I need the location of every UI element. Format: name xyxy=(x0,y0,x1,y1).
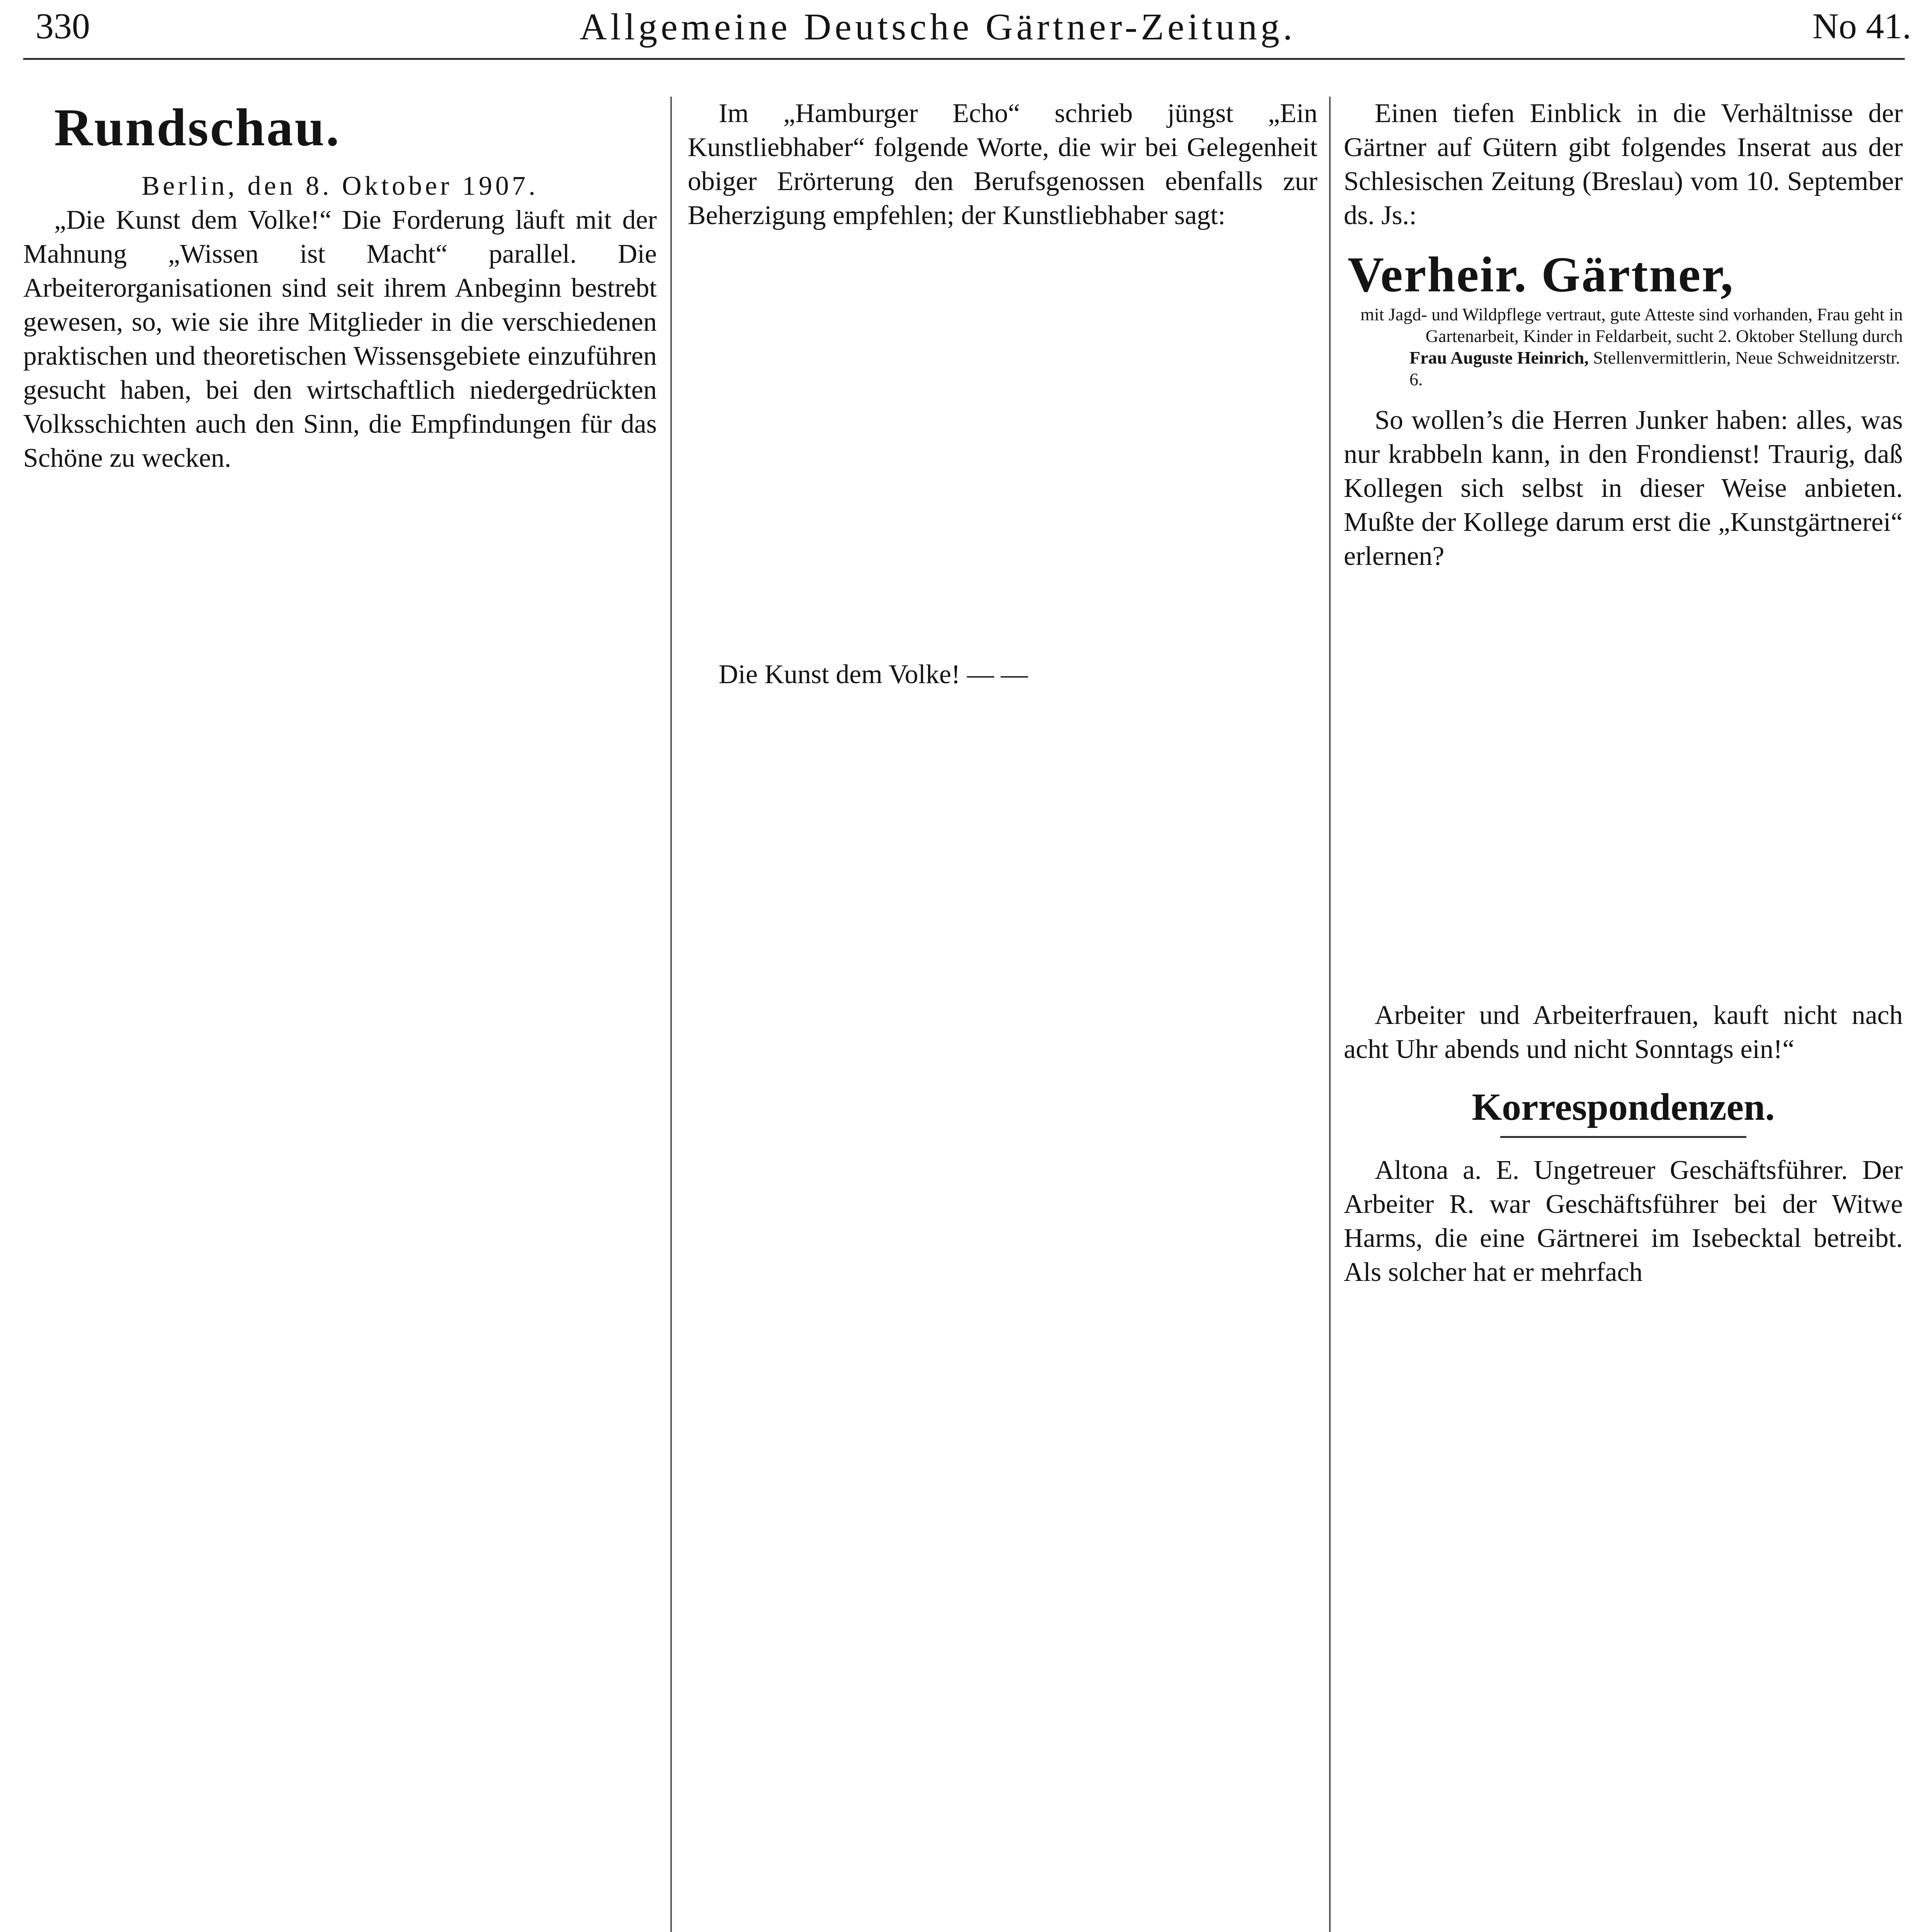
paragraph: „Die Kunst dem Volke!“ Die Forderung läuft mit der Mahnung „Wissen ist Macht“ parallel. Die Arbeiterorganisationen sind seit ihrem Anbeginn bestrebt gewesen, so, wie sie ihre Mitglieder in die verschiedenen praktischen und theoretischen Wissensgebiete einzuführen gesucht haben, bei den wirtschaftlich niedergedrückten Volksschichten auch den Sinn, die Empfindungen für das Schöne zu wecken. xyxy=(23,205,657,473)
section-heading: Korrespondenzen. xyxy=(1472,1085,1775,1128)
column-divider xyxy=(670,97,672,1932)
ad-agent xyxy=(1409,347,1903,390)
dateline: Berlin, den 8. Oktober 1907. xyxy=(141,171,539,201)
paragraph: Im „Hamburger Echo“ schrieb jüngst „Ein Kunstliebhaber“ folgende Worte, die wir bei Gelegenheit obiger Erörterung den Berufsgenossen ebenfalls zur Beherzigung empfehlen; der Kunstliebhaber sagt: xyxy=(688,99,1317,230)
paragraph: Die Kunst dem Volke! — — xyxy=(719,660,1028,689)
job-advertisement xyxy=(1348,246,1903,390)
section-heading-rule xyxy=(1500,1136,1746,1138)
newspaper-title: Allgemeine Deutsche Gärtner-Zeitung. xyxy=(580,6,1296,48)
ad-agent-name: Frau Auguste Heinrich, xyxy=(1409,348,1589,367)
paragraph: So wollen’s die Herren Junker haben: alles, was nur krabbeln kann, in den Frondienst! Traurig, daß Kollegen sich selbst in dieser Weise anbieten. Mußte der Kollege darum erst die „Kunstgärtnerei“ erlernen? xyxy=(1344,405,1903,571)
column-divider xyxy=(1329,97,1331,1932)
paragraph: Altona a. E. Ungetreuer Geschäftsführer. Der Arbeiter R. war Geschäftsführer bei der Witwe Harms, die eine Gärtnerei im Isebecktal betreibt. Als solcher hat er mehrfach xyxy=(1344,1155,1903,1287)
column-3 xyxy=(1344,97,1903,1289)
ad-body: mit Jagd- und Wildpflege vertraut, gute Atteste sind vorhanden, Frau geht in Gartenarbeit, Kinder in Feldarbeit, sucht 2. Oktober Stellung durch xyxy=(1360,304,1903,346)
header-rule xyxy=(23,58,1905,60)
issue-number: No 41. xyxy=(1812,6,1911,46)
paragraph: Einen tiefen Einblick in die Verhältnisse der Gärtner auf Gütern gibt folgendes Inserat aus der Schlesischen Zeitung (Breslau) vom 10. September ds. Js.: xyxy=(1344,99,1903,230)
paragraph: Arbeiter und Arbeiterfrauen, kauft nicht nach acht Uhr abends und nicht Sonntags ein!“ xyxy=(1344,1000,1903,1064)
column-1 xyxy=(23,97,657,475)
page-header xyxy=(0,0,1926,58)
page-number: 330 xyxy=(36,6,90,46)
ad-headline: Verheir. Gärtner, xyxy=(1348,247,1734,303)
ad-agent-detail: Stellenvermittlerin, Neue Schweidnitzerstr. 6. xyxy=(1409,348,1900,389)
column-2 xyxy=(688,97,1317,692)
section-title: Rundschau. xyxy=(54,98,341,157)
